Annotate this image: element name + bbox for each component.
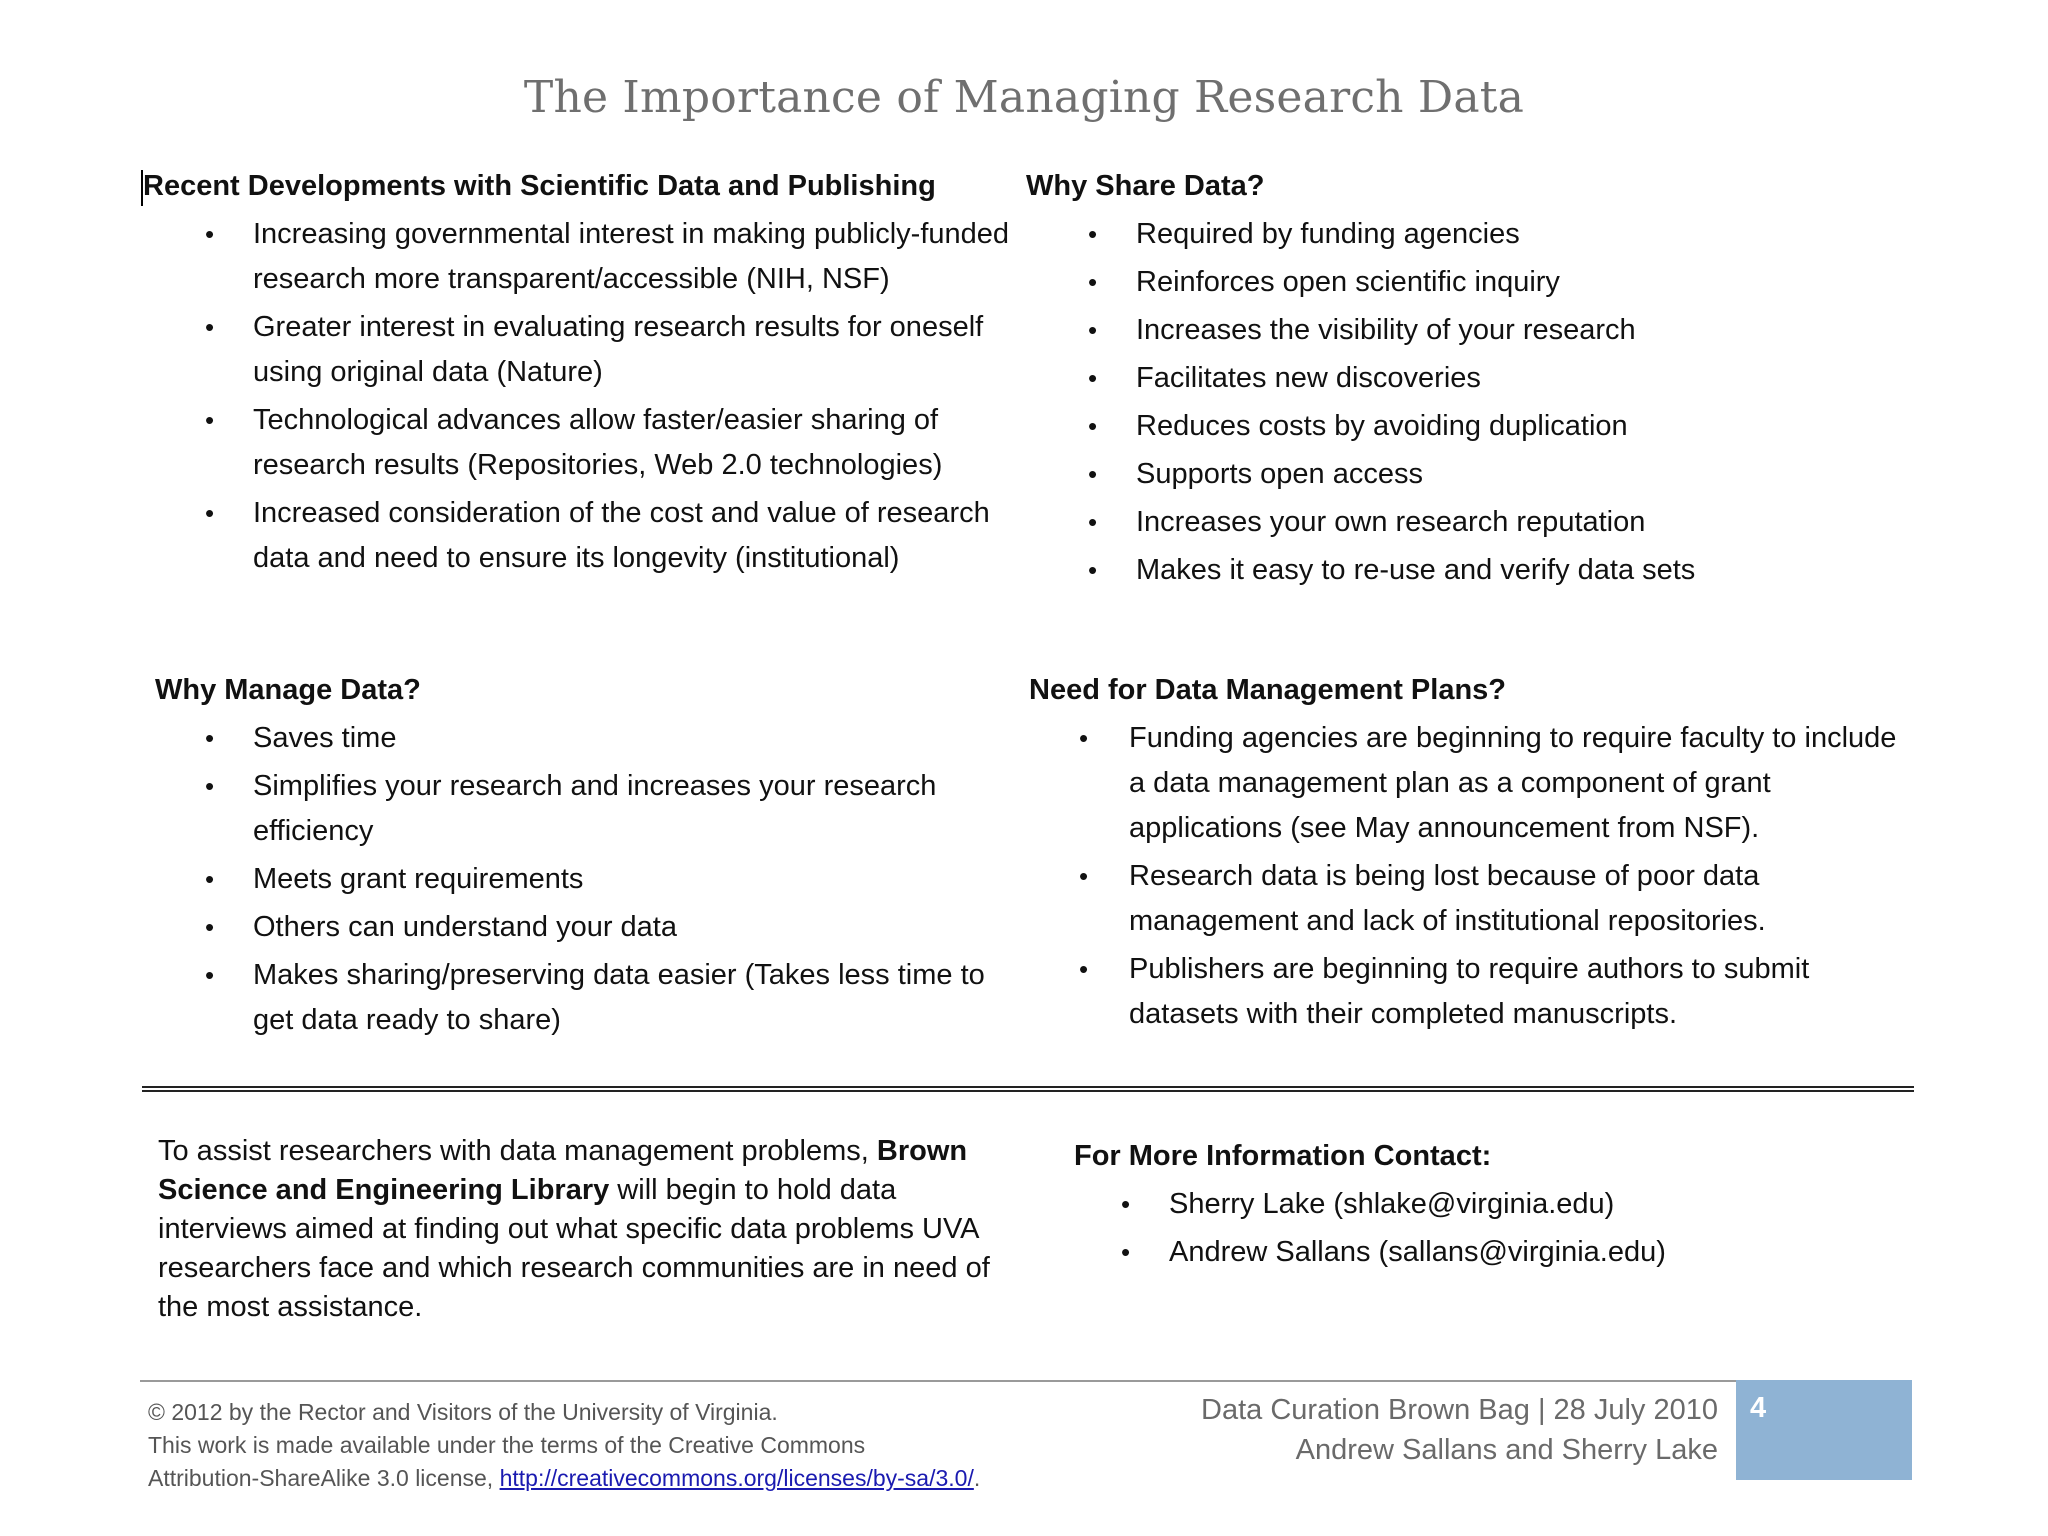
- page-number: 4: [1750, 1392, 1767, 1424]
- bullet-icon: •: [1088, 555, 1098, 585]
- list-item: • Funding agencies are beginning to require faculty to include a data management plan as a component of grant applications (see May announcement from NSF).: [1029, 716, 1909, 851]
- why-manage-heading: Why Manage Data?: [155, 674, 421, 706]
- bullet-icon: •: [205, 498, 215, 528]
- page-number-box: [1736, 1380, 1912, 1480]
- bullet-icon: •: [205, 723, 215, 753]
- bullet-icon: •: [205, 312, 215, 342]
- bullet-icon: •: [1088, 267, 1098, 297]
- why-share-list: [1026, 212, 1906, 593]
- copyright-notice: © 2012 by the Rector and Visitors of the University of Virginia. This work is made available under the terms of the Creative Commons Attribution-ShareAlike 3.0 license, http://creativecommons.org/licenses/by-sa/3.0/.: [148, 1399, 981, 1491]
- list-item: • Reduces costs by avoiding duplication: [1026, 404, 1906, 449]
- why-share-heading: Why Share Data?: [1026, 170, 1265, 202]
- bullet-icon: •: [1088, 363, 1098, 393]
- bullet-icon: •: [205, 864, 215, 894]
- contact-heading: For More Information Contact:: [1074, 1140, 1492, 1172]
- list-item: • Required by funding agencies: [1026, 212, 1906, 257]
- library-name: Brown Science and Engineering Library: [158, 1135, 968, 1206]
- why-manage-list: [143, 716, 1025, 1043]
- bullet-icon: •: [205, 771, 215, 801]
- bullet-icon: •: [1079, 861, 1089, 891]
- authors-line: Andrew Sallans and Sherry Lake: [1295, 1434, 1718, 1466]
- page-title: The Importance of Managing Research Data: [523, 72, 1525, 123]
- event-line: Data Curation Brown Bag | 28 July 2010: [1201, 1394, 1718, 1426]
- bullet-icon: •: [1079, 723, 1089, 753]
- list-item: • Increases the visibility of your research: [1026, 308, 1906, 353]
- bullet-icon: •: [1088, 411, 1098, 441]
- bullet-icon: •: [1079, 954, 1089, 984]
- bullet-icon: •: [1121, 1237, 1131, 1267]
- management-plans-section: [1029, 670, 1909, 1040]
- management-plans-heading: Need for Data Management Plans?: [1029, 674, 1506, 706]
- list-item: • Increases your own research reputation: [1026, 500, 1906, 545]
- recent-developments-section: [143, 166, 1023, 584]
- contact-list: [1059, 1182, 1894, 1275]
- list-item: • Facilitates new discoveries: [1026, 356, 1906, 401]
- contact-item: • Sherry Lake (shlake@virginia.edu): [1059, 1182, 1894, 1227]
- list-item: • Saves time: [143, 716, 1025, 761]
- list-item: • Increased consideration of the cost and value of research data and need to ensure its longevity (institutional): [143, 491, 1023, 581]
- footer-event-info: [1201, 1390, 1718, 1470]
- list-item: • Increasing governmental interest in making publicly-funded research more transparent/accessible (NIH, NSF): [143, 212, 1023, 302]
- license-link[interactable]: http://creativecommons.org/licenses/by-sa/3.0/: [499, 1465, 974, 1491]
- bullet-icon: •: [1088, 219, 1098, 249]
- bullet-icon: •: [1088, 315, 1098, 345]
- list-item: • Greater interest in evaluating research results for oneself using original data (Nature): [143, 305, 1023, 395]
- recent-developments-heading: Recent Developments with Scientific Data and Publishing: [143, 170, 936, 202]
- recent-developments-list: [143, 212, 1023, 581]
- list-item: • Reinforces open scientific inquiry: [1026, 260, 1906, 305]
- list-item: • Supports open access: [1026, 452, 1906, 497]
- list-item: • Publishers are beginning to require authors to submit datasets with their completed manuscripts.: [1029, 947, 1909, 1037]
- contact-section: [1074, 1136, 1894, 1278]
- contact-item: • Andrew Sallans (sallans@virginia.edu): [1059, 1230, 1894, 1275]
- management-plans-list: [1029, 716, 1909, 1037]
- list-item: • Others can understand your data: [143, 905, 1025, 950]
- bullet-icon: •: [205, 219, 215, 249]
- bullet-icon: •: [1088, 507, 1098, 537]
- assist-paragraph: To assist researchers with data management problems, Brown Science and Engineering Library will begin to hold data interviews aimed at finding out what specific data problems UVA researchers face and which research communities are in need of the most assistance.: [158, 1135, 990, 1323]
- bullet-icon: •: [205, 960, 215, 990]
- footer-rule: [140, 1380, 1736, 1382]
- list-item: • Makes it easy to re-use and verify data sets: [1026, 548, 1906, 593]
- list-item: • Technological advances allow faster/easier sharing of research results (Repositories, Web 2.0 technologies): [143, 398, 1023, 488]
- list-item: • Meets grant requirements: [143, 857, 1025, 902]
- list-item: • Makes sharing/preserving data easier (Takes less time to get data ready to share): [143, 953, 1025, 1043]
- why-manage-section: [155, 670, 1025, 1046]
- bullet-icon: •: [1088, 459, 1098, 489]
- list-item: • Simplifies your research and increases your research efficiency: [143, 764, 1025, 854]
- why-share-section: [1026, 166, 1906, 596]
- bullet-icon: •: [1121, 1189, 1131, 1219]
- bullet-icon: •: [205, 912, 215, 942]
- section-divider: [142, 1086, 1914, 1092]
- list-item: • Research data is being lost because of poor data management and lack of institutional repositories.: [1029, 854, 1909, 944]
- bullet-icon: •: [205, 405, 215, 435]
